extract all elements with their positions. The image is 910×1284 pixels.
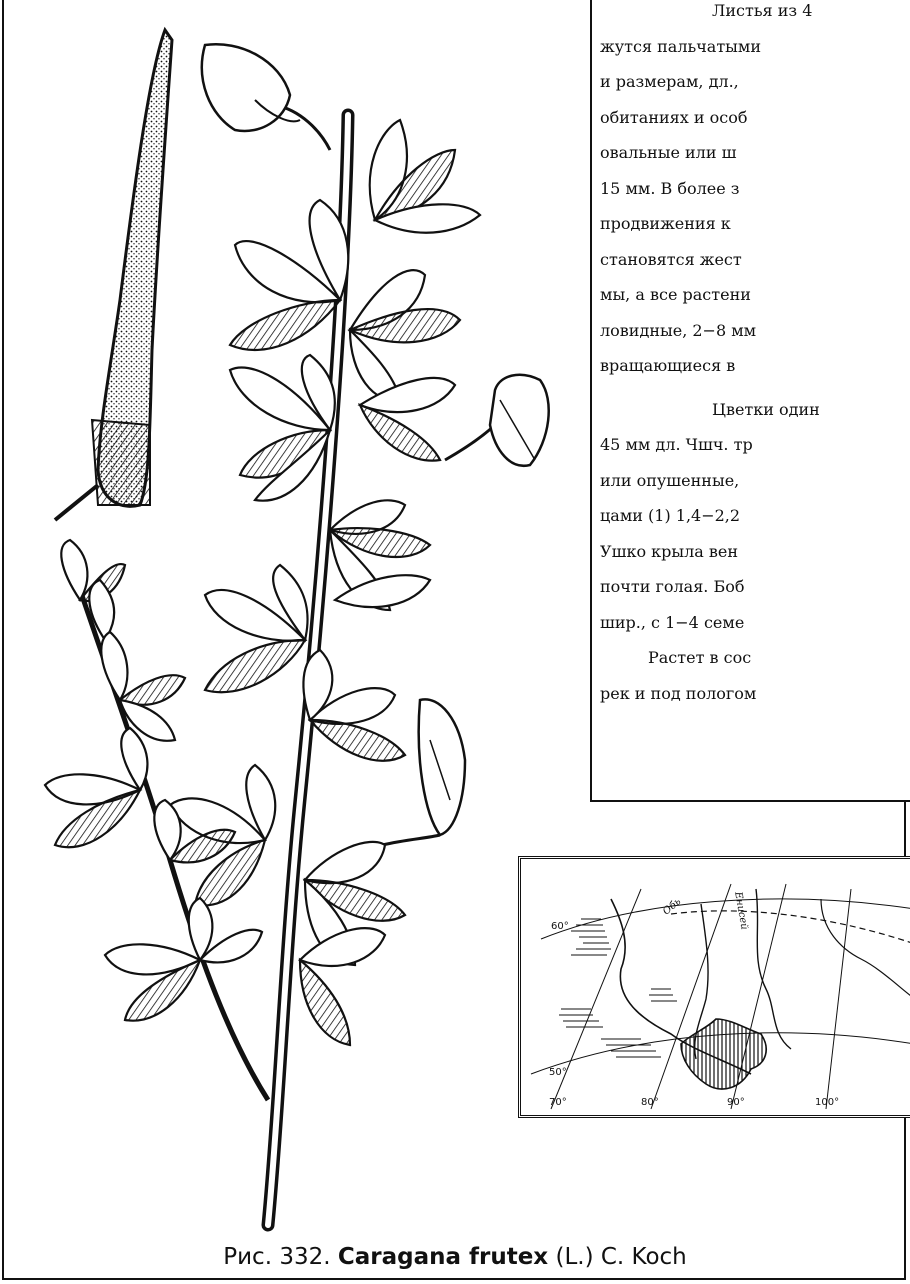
description-text-block bbox=[590, 0, 910, 802]
lon-label: 90° bbox=[727, 1097, 745, 1108]
lon-label: 80° bbox=[641, 1097, 659, 1108]
lon-label: 70° bbox=[549, 1097, 567, 1108]
seed-pod bbox=[55, 30, 172, 520]
range-area bbox=[681, 1019, 766, 1089]
text-line: продвижения к bbox=[600, 214, 731, 233]
lon-label: 100° bbox=[815, 1097, 840, 1108]
text-line: рек и под пологом bbox=[600, 683, 757, 703]
flower bbox=[202, 44, 300, 131]
river-label: Обь bbox=[661, 896, 684, 918]
text-line: цами (1) 1,4−2,2 bbox=[600, 506, 741, 525]
text-line: Цветки один bbox=[712, 399, 820, 419]
caption-prefix: Рис. 332. bbox=[223, 1244, 338, 1270]
text-line: 15 мм. В более з bbox=[600, 178, 740, 198]
text-line: Ушко крыла вен bbox=[600, 541, 739, 561]
text-line: жутся пальчатыми bbox=[600, 36, 762, 56]
text-line: ловидные, 2−8 мм bbox=[600, 320, 757, 340]
text-line: Растет в сос bbox=[648, 648, 752, 667]
text-line: и размерам, дл., bbox=[600, 72, 739, 91]
text-line: вращающиеся в bbox=[600, 356, 736, 375]
distribution-map bbox=[518, 856, 910, 1118]
text-line: Листья из 4 bbox=[712, 1, 813, 20]
text-line: обитаниях и особ bbox=[600, 107, 748, 127]
lat-label: 50° bbox=[549, 1067, 567, 1078]
text-line: или опушенные, bbox=[600, 470, 740, 490]
river-label: Енисей bbox=[732, 891, 750, 931]
text-line: становятся жест bbox=[600, 249, 742, 269]
caption-author: (L.) C. Koch bbox=[548, 1244, 687, 1270]
text-line: 45 мм дл. Чшч. тр bbox=[600, 435, 753, 454]
text-line: почти голая. Боб bbox=[600, 577, 745, 596]
map-graticule bbox=[521, 859, 910, 1115]
flower bbox=[419, 699, 465, 835]
leaf-cluster bbox=[45, 120, 480, 1045]
text-line: шир., с 1−4 семе bbox=[600, 612, 745, 632]
figure-caption bbox=[0, 1242, 910, 1272]
text-line: овальные или ш bbox=[600, 143, 737, 162]
lat-label: 60° bbox=[551, 921, 569, 932]
caption-species: Caragana frutex bbox=[337, 1244, 549, 1270]
flower bbox=[490, 375, 549, 466]
text-line: мы, а все растени bbox=[600, 285, 751, 304]
